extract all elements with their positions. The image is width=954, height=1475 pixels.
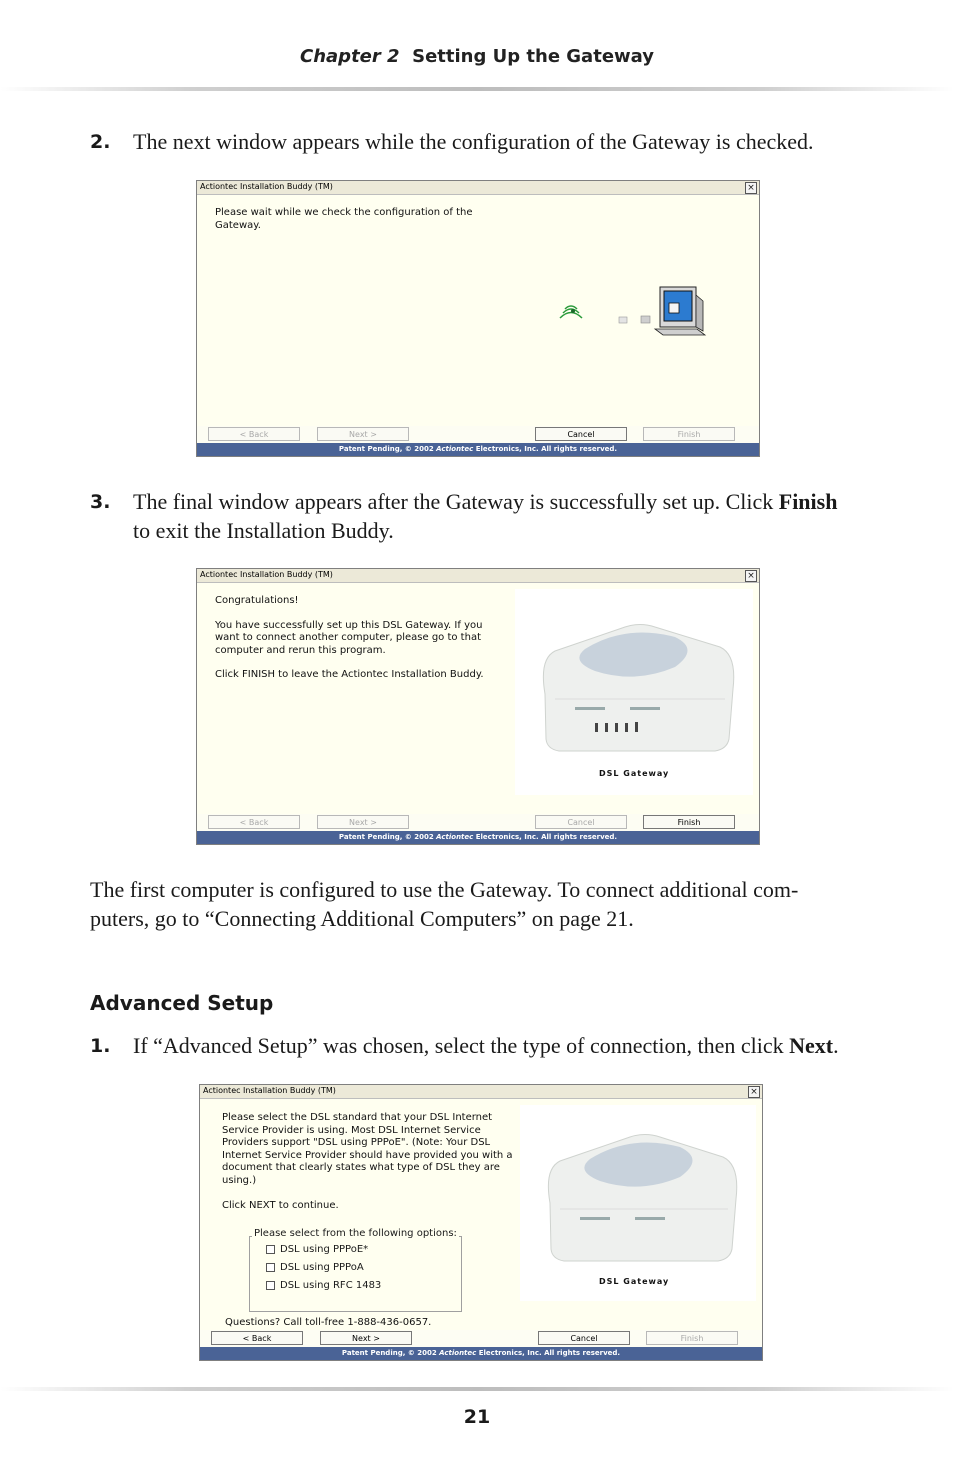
footer-brand: Actiontec [436,833,474,841]
wireless-signal-icon [560,306,582,318]
button-bar [200,1330,762,1347]
cancel-button[interactable]: Cancel [538,1331,630,1345]
option-label: DSL using PPPoA [280,1262,364,1273]
footer-brand: Actiontec [436,445,474,453]
checkbox-icon[interactable] [266,1263,275,1272]
options-legend: Please select from the following options: [254,1228,457,1239]
dialog-body [197,583,759,814]
dialog-titlebar [197,569,759,583]
page-number: 21 [463,1406,491,1428]
step-text-part: If “Advanced Setup” was chosen, select the type of connection, then click [133,1033,790,1058]
image-caption: DSL Gateway [599,1277,670,1286]
dialog-footer [197,831,759,844]
chapter-label: Chapter 2 [300,46,400,67]
dsl-gateway-device-icon [515,589,753,759]
checkbox-icon[interactable] [266,1245,275,1254]
dialog-title: Actiontec Installation Buddy (TM) [203,1086,336,1095]
installation-dialog-checking [196,180,760,457]
dialog-titlebar [197,181,759,195]
chapter-title: Setting Up the Gateway [412,46,654,67]
next-keyword: Next [789,1033,834,1058]
message-line: You have successfully set up this DSL Gateway. If you [215,619,483,631]
message-line: want to connect another computer, please go to that [215,632,481,643]
step-number: 1. [90,1035,111,1057]
dsl-gateway-device-icon [520,1105,756,1265]
option-pppoe[interactable] [266,1244,368,1255]
dialog-footer [200,1347,762,1360]
message-line: Internet Service Provider should have provided you with a [222,1149,513,1161]
message-line: Service Provider is using. Most DSL Internet Service [222,1124,481,1136]
message-line: Click FINISH to leave the Actiontec Installation Buddy. [215,669,484,680]
support-phone-text: Questions? Call toll-free 1-888-436-0657. [225,1317,432,1328]
button-bar [197,814,759,831]
next-button[interactable]: Next > [317,427,409,441]
finish-button[interactable]: Finish [643,427,735,441]
message-line: Congratulations! [215,595,299,606]
footer-text: Patent Pending, © 2002 [338,445,437,453]
message-line: Providers support "DSL using PPPoE". (Note: Your DSL [222,1137,491,1148]
back-button[interactable]: < Back [208,815,300,829]
cancel-button[interactable]: Cancel [535,815,627,829]
option-label: DSL using PPPoE* [280,1244,369,1255]
footer-text: Electronics, Inc. All rights reserved. [473,445,618,453]
close-icon[interactable]: × [745,570,757,582]
dialog-footer [197,443,759,456]
message-line: computer and rerun this program. [215,644,386,656]
message-line: Please wait while we check the configuration of the [215,207,473,218]
progress-dot [619,317,627,323]
step-text [133,1031,839,1060]
close-icon[interactable]: × [745,182,757,194]
checkbox-icon[interactable] [266,1281,275,1290]
dialog-titlebar [200,1085,762,1099]
footer-text: Patent Pending, © 2002 [341,1349,440,1357]
back-button[interactable]: < Back [211,1331,303,1345]
body-paragraph [90,875,798,933]
finish-button[interactable]: Finish [643,815,735,829]
step-number: 3. [90,491,111,513]
finish-button[interactable]: Finish [646,1331,738,1345]
dialog-message [215,595,484,682]
dialog-message [215,207,473,232]
button-bar [197,426,759,443]
message-line: Please select the DSL standard that your DSL Internet [222,1112,493,1123]
footer-text: Electronics, Inc. All rights reserved. [473,833,618,841]
gateway-image [520,1105,756,1301]
dialog-body [197,195,759,426]
page-header [0,46,954,67]
message-line: using.) [222,1174,257,1186]
footer-rule [0,1387,954,1391]
gateway-image [515,589,753,795]
message-line: document that clearly states what type of DSL they are [222,1162,500,1173]
computer-icon [655,287,705,335]
step-text-part: to exit the Installation Buddy. [133,518,394,543]
header-rule [0,87,954,91]
connection-animation [557,285,717,355]
dialog-title: Actiontec Installation Buddy (TM) [200,570,333,579]
option-pppoa[interactable] [266,1262,364,1273]
message-line: Click NEXT to continue. [222,1200,339,1211]
dialog-body [200,1099,762,1330]
next-button[interactable]: Next > [320,1331,412,1345]
step-number: 2. [90,131,111,153]
option-label: DSL using RFC 1483 [280,1280,382,1291]
installation-dialog-finished [196,568,760,845]
step-text-part: . [833,1033,839,1058]
step-text [133,487,837,545]
option-rfc1483[interactable] [266,1280,381,1291]
next-button[interactable]: Next > [317,815,409,829]
progress-dot [641,316,650,323]
message-line: Gateway. [215,219,261,231]
footer-brand: Actiontec [439,1349,477,1357]
finish-keyword: Finish [778,489,838,514]
section-heading: Advanced Setup [90,991,274,1015]
close-icon[interactable]: × [748,1086,760,1098]
dialog-title: Actiontec Installation Buddy (TM) [200,182,333,191]
image-caption: DSL Gateway [599,769,670,778]
paragraph-line: puters, go to “Connecting Additional Computers” on page 21. [90,906,634,931]
step-text: The next window appears while the configuration of the Gateway is checked. [133,129,814,154]
dialog-message [222,1112,513,1213]
paragraph-line: The first computer is configured to use the Gateway. To connect additional com- [90,877,799,902]
back-button[interactable]: < Back [208,427,300,441]
cancel-button[interactable]: Cancel [535,427,627,441]
installation-dialog-advanced [199,1084,763,1361]
footer-text: Patent Pending, © 2002 [338,833,437,841]
step-text-part: The final window appears after the Gateway is successfully set up. Click [133,489,779,514]
footer-text: Electronics, Inc. All rights reserved. [476,1349,621,1357]
